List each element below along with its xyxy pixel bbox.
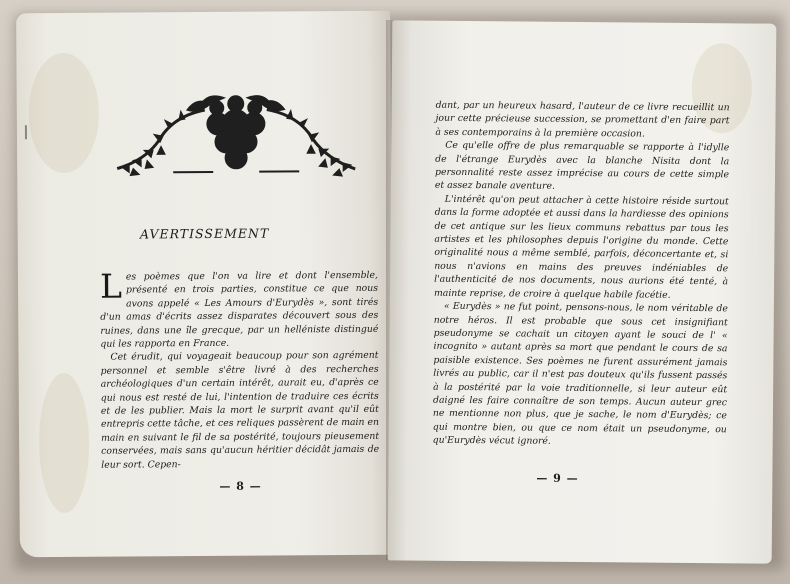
paragraph: « Eurydès » ne fut point, pensons-nous, le nom véritable de notre héros. Il est probable que sous cet insignifiant pseudonyme se cachait un citoyen ayant le souci de l' « incognito » autant après sa mort que pendant le cours de sa paisible existence. Ses poèmes ne furent assurément jamais livrés au public, car il n'est pas douteux qu'ils fussent passés à la postérité par la voie traditionnelle, si leur auteur eût daigné les faire connaître de son temps. Aucun auteur grec ne mentionne non plus, que je sache, le nom d'Eurydès; ce qui montre bien, ou que ce nom était un pseudonyme, ou qu'Eurydès vécut ignoré.: [432, 300, 728, 447]
paragraph: L'intérêt qu'on peut attacher à cette histoire réside surtout dans la forme adoptée et aussi dans la hardiesse des opinions de cet antique sur les lieux communs rebattus par tous les artistes et les philosophes depuis l'origine du monde. Cette originalité nous a même semblé, parfois, déconcertante et, si nous n'avions en mains des preuves indéniables de l'authenticité de nos documents, nous aurions été tenté, à mainte reprise, de croire à quelque habile facétie.: [433, 193, 729, 301]
paragraph: [99, 266, 379, 351]
left-page-text: [99, 266, 380, 472]
left-page: [16, 11, 394, 558]
paragraph: Ce qu'elle offre de plus remarquable se rapporte à l'idylle de l'étrange Eurydès avec la blanche Nisita dont la personnalité reste assez imprécise au cours de cette simple et assez banale aventure.: [434, 140, 730, 193]
paragraph: Cet érudit, qui voyageait beaucoup pour son agrément personnel et semble s'être livré à des recherches archéologiques d'un certain intérêt, aurait eu, d'après ce qui nous est resté de lui, l'intention de traduire ces écrits et de les publier. Mais la mort le surprit avant qu'il eût entrepris cette tâche, et ces reliques passèrent de main en main en suivant le fil de sa postérité, toujours pieusement conservées, mais sans qu'aucun héritier décidât jamais de leur sort. Cepen-: [100, 350, 380, 471]
page-heading: AVERTISSEMENT: [139, 225, 270, 242]
page-number: — 9 —: [536, 471, 579, 485]
pencil-mark: [25, 125, 27, 139]
paragraph: dant, par un heureux hasard, l'auteur de ce livre recueillit un jour cette précieuse succession, se promettant d'en faire part à ses contemporains à la première occasion.: [435, 99, 730, 140]
paper-stain: [28, 53, 99, 173]
page-number: — 8 —: [219, 479, 262, 493]
right-page-text: [433, 99, 730, 450]
paper-stain: [39, 373, 90, 513]
vine-fruit-vignette-icon: [113, 89, 360, 183]
right-page: [388, 20, 777, 563]
paragraph-text: es poèmes que l'on va lire et dont l'ensemble, présenté en trois parties, constitue ce que nous avons appelé « Les Amours d'Eurydès », sont tirés d'un amas d'écrits assez disparates découvert sous des ruines, dans une île grecque, par un helléniste distingué qui les rapporta en France.: [100, 269, 379, 350]
drop-cap: L: [99, 266, 123, 306]
